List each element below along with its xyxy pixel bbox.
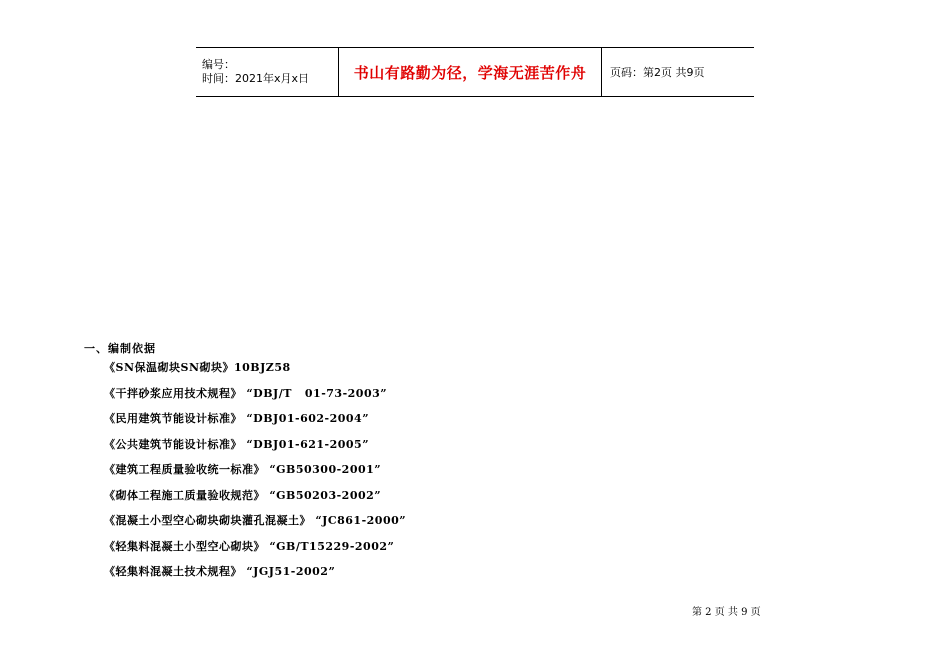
header-page-cell [602,48,754,96]
reference-item: 《SN保温砌块SN砌块》10BJZ58 [104,361,291,374]
reference-item: 《干拌砂浆应用技术规程》 “DBJ/T 01-73-2003” [104,386,388,400]
header-motto-cell [338,48,602,96]
reference-item: 《公共建筑节能设计标准》 “DBJ01-621-2005” [104,437,370,451]
reference-item: 《轻集料混凝土小型空心砌块》 “GB/T15229-2002” [104,539,395,553]
footer-page-number: 第 2 页 共 9 页 [692,607,761,618]
time-label: 时间：2021年x月x日 [202,72,310,85]
section-heading: 一、编制依据 [84,342,156,355]
number-label: 编号： [202,58,235,71]
motto-text: 书山有路勤为径，学海无涯苦作舟 [353,63,587,82]
reference-item: 《建筑工程质量验收统一标准》 “GB50300-2001” [104,463,382,476]
header-meta-cell [196,48,338,96]
header-page-label: 页码：第2页 共9页 [610,66,705,79]
reference-item: 《轻集料混凝土技术规程》 “JGJ51-2002” [104,565,336,578]
reference-item: 《民用建筑节能设计标准》 “DBJ01-602-2004” [104,412,370,425]
reference-item: 《砌体工程施工质量验收规范》 “GB50203-2002” [104,488,382,502]
reference-item: 《混凝土小型空心砌块砌块灌孔混凝土》 “JC861-2000” [104,514,407,527]
reference-list [104,361,406,591]
page-header [196,47,754,97]
